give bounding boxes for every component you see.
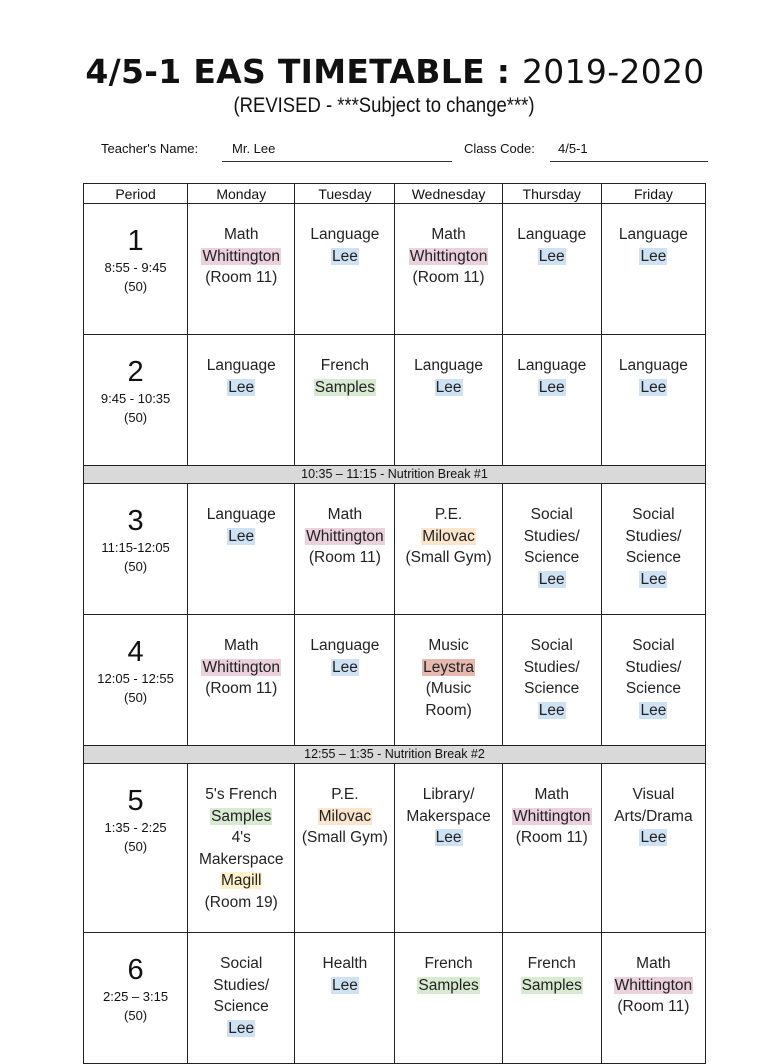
subject: Math — [534, 786, 569, 803]
period-time: 2:25 – 3:15 — [103, 989, 169, 1004]
period-duration: (50) — [124, 839, 148, 854]
teacher-name: Lee — [538, 701, 565, 719]
class-code-underline — [550, 161, 708, 162]
period-duration: (50) — [124, 559, 148, 574]
class-cell-mon — [188, 484, 295, 615]
class-cell-thu — [502, 484, 601, 615]
class-cell-fri — [601, 933, 705, 1064]
room: (Small Gym) — [405, 549, 492, 566]
class-cell-wed — [395, 204, 502, 335]
class-cell-wed — [395, 933, 502, 1064]
teacher-name: Samples — [314, 378, 376, 396]
teacher-name: Magill — [221, 872, 262, 889]
subject: Language — [618, 226, 688, 243]
teacher-name: Whittington — [512, 807, 591, 825]
teacher-name: Lee — [331, 247, 358, 265]
period-time: 9:45 - 10:35 — [100, 391, 171, 406]
period-duration: (50) — [124, 690, 148, 705]
period-row-4 — [84, 615, 706, 746]
subject: French — [320, 357, 370, 374]
teacher-name: Lee — [228, 1019, 255, 1037]
subject: French — [424, 955, 473, 972]
class-cell-wed — [395, 335, 502, 466]
subject: Health — [322, 955, 368, 972]
subject: Math — [327, 506, 363, 523]
period-number: 4 — [127, 636, 144, 668]
room: (Room 11) — [205, 269, 278, 286]
teacher-name: Lee — [435, 378, 462, 396]
subject: Language — [414, 357, 484, 374]
period-row-2 — [84, 335, 706, 466]
teacher-name: Lee — [228, 378, 255, 396]
period-time: 12:05 - 12:55 — [97, 671, 174, 686]
teacher-name: Whittington — [409, 247, 488, 265]
timetable — [83, 183, 706, 1064]
class-cell-mon — [188, 204, 295, 335]
nutrition-break-label: 12:55 – 1:35 - Nutrition Break #2 — [84, 746, 706, 764]
teacher-name-underline — [222, 161, 452, 162]
title-main: 4/5-1 EAS TIMETABLE : — [85, 52, 523, 91]
subject: Library/ — [422, 786, 475, 803]
period-time: 8:55 - 9:45 — [104, 260, 167, 275]
subject: Arts/Drama — [614, 807, 693, 825]
period-cell — [84, 204, 188, 335]
room: (Room 11) — [412, 269, 485, 286]
subject: Language — [206, 506, 276, 523]
period-cell — [84, 335, 188, 466]
subject: Science — [213, 998, 269, 1015]
period-cell — [84, 484, 188, 615]
teacher-name: Lee — [640, 378, 667, 396]
teacher-name: Whittington — [202, 658, 281, 676]
teacher-name: Samples — [418, 976, 479, 994]
subject: Math — [224, 637, 259, 654]
nutrition-break-row-1 — [84, 466, 706, 484]
header-tuesday: Tuesday — [295, 184, 395, 204]
nutrition-break-row-2 — [84, 746, 706, 764]
class-cell-mon — [188, 615, 295, 746]
teacher-name: Lee — [538, 247, 565, 265]
subject: Social — [220, 955, 263, 972]
class-cell-tue — [295, 484, 395, 615]
room: (Room 11) — [308, 549, 381, 566]
class-cell-thu — [502, 204, 601, 335]
class-cell-mon — [188, 764, 295, 933]
class-cell-tue — [295, 335, 395, 466]
subject: Studies/ — [625, 658, 682, 676]
subject: Science — [625, 549, 681, 566]
teacher-name: Lee — [331, 976, 358, 994]
teacher-name: Milovac — [318, 807, 372, 825]
subject: Language — [206, 357, 276, 374]
teacher-name: Lee — [538, 570, 565, 588]
subject: Science — [524, 549, 580, 566]
title-year: 2019-2020 — [522, 52, 705, 91]
subject: Social — [632, 637, 675, 654]
class-cell-wed — [395, 484, 502, 615]
subtitle-container — [0, 94, 768, 118]
period-row-1 — [84, 204, 706, 335]
class-cell-mon — [188, 933, 295, 1064]
period-row-6 — [84, 933, 706, 1064]
subject: French — [527, 955, 576, 972]
teacher-name: Samples — [211, 807, 272, 825]
class-cell-thu — [502, 615, 601, 746]
subject: 4's — [231, 829, 251, 846]
teacher-name: Whittington — [614, 976, 693, 994]
period-number: 6 — [127, 954, 144, 986]
teacher-name: Lee — [640, 829, 667, 846]
class-cell-fri — [601, 204, 705, 335]
teacher-name: Whittington — [202, 247, 281, 265]
header-friday: Friday — [601, 184, 705, 204]
subject: Science — [625, 680, 681, 697]
header-wednesday: Wednesday — [395, 184, 502, 204]
subject: Math — [431, 226, 466, 243]
period-cell — [84, 764, 188, 933]
class-cell-mon — [188, 335, 295, 466]
room: (Room 11) — [515, 829, 588, 846]
period-cell — [84, 615, 188, 746]
teacher-name: Lee — [538, 378, 565, 396]
class-cell-fri — [601, 764, 705, 933]
teacher-name-label: Teacher's Name: — [101, 141, 199, 156]
subject: Studies/ — [213, 976, 270, 994]
class-cell-tue — [295, 764, 395, 933]
teacher-name: Leystra — [423, 658, 474, 676]
teacher-name: Milovac — [422, 527, 475, 545]
period-duration: (50) — [124, 410, 148, 425]
header-row — [84, 184, 706, 204]
class-cell-tue — [295, 933, 395, 1064]
teacher-name: Lee — [435, 829, 462, 846]
room: (Music — [425, 680, 472, 697]
class-cell-wed — [395, 615, 502, 746]
teacher-name: Lee — [640, 701, 667, 719]
subject: 5's French — [205, 786, 278, 803]
subject: Studies/ — [523, 527, 580, 545]
header-thursday: Thursday — [502, 184, 601, 204]
subject: Math — [636, 955, 671, 972]
subject: Language — [310, 637, 380, 654]
period-row-5 — [84, 764, 706, 933]
teacher-name-value: Mr. Lee — [232, 141, 276, 156]
subject: Math — [224, 226, 259, 243]
room: Room) — [425, 701, 472, 719]
period-row-3 — [84, 484, 706, 615]
class-cell-thu — [502, 933, 601, 1064]
subject: P.E. — [434, 506, 463, 523]
subject: Social — [530, 506, 573, 523]
period-number: 3 — [127, 505, 144, 537]
teacher-name: Whittington — [306, 527, 384, 545]
period-cell — [84, 933, 188, 1064]
subject: P.E. — [331, 786, 359, 803]
period-duration: (50) — [124, 279, 148, 294]
class-code-label: Class Code: — [464, 141, 535, 156]
class-cell-thu — [502, 764, 601, 933]
period-number: 1 — [127, 225, 144, 257]
subject: Language — [517, 357, 587, 374]
room: (Room 11) — [205, 680, 278, 697]
subject: Makerspace — [199, 850, 284, 868]
class-cell-tue — [295, 204, 395, 335]
class-cell-fri — [601, 484, 705, 615]
nutrition-break-label: 10:35 – 11:15 - Nutrition Break #1 — [84, 466, 706, 484]
page-title — [0, 52, 768, 91]
period-time: 11:15-12:05 — [101, 540, 170, 555]
class-cell-tue — [295, 615, 395, 746]
class-cell-fri — [601, 335, 705, 466]
subject: Visual — [632, 786, 675, 803]
class-cell-wed — [395, 764, 502, 933]
period-number: 2 — [127, 356, 144, 388]
teacher-name: Samples — [521, 976, 582, 994]
subject: Music — [428, 637, 469, 654]
teacher-name: Lee — [640, 570, 667, 588]
subject: Studies/ — [523, 658, 580, 676]
subject: Makerspace — [406, 807, 491, 825]
subject: Science — [524, 680, 580, 697]
subject: Language — [517, 226, 587, 243]
teacher-name: Lee — [640, 247, 667, 265]
period-duration: (50) — [124, 1008, 148, 1023]
subject: Social — [632, 506, 675, 523]
subtitle: (REVISED - ***Subject to change***) — [233, 94, 535, 117]
subject: Language — [310, 226, 380, 243]
header-period: Period — [84, 184, 188, 204]
room: (Small Gym) — [301, 829, 388, 846]
header-monday: Monday — [188, 184, 295, 204]
class-cell-fri — [601, 615, 705, 746]
subject: Language — [618, 357, 688, 374]
subject: Studies/ — [625, 527, 682, 545]
teacher-name: Lee — [228, 527, 255, 545]
room: (Room 19) — [204, 893, 278, 911]
period-number: 5 — [127, 785, 144, 817]
class-cell-thu — [502, 335, 601, 466]
period-time: 1:35 - 2:25 — [104, 820, 167, 835]
room: (Room 11) — [617, 998, 690, 1015]
class-code-value: 4/5-1 — [558, 141, 588, 156]
subject: Social — [530, 637, 573, 654]
teacher-name: Lee — [331, 658, 358, 676]
